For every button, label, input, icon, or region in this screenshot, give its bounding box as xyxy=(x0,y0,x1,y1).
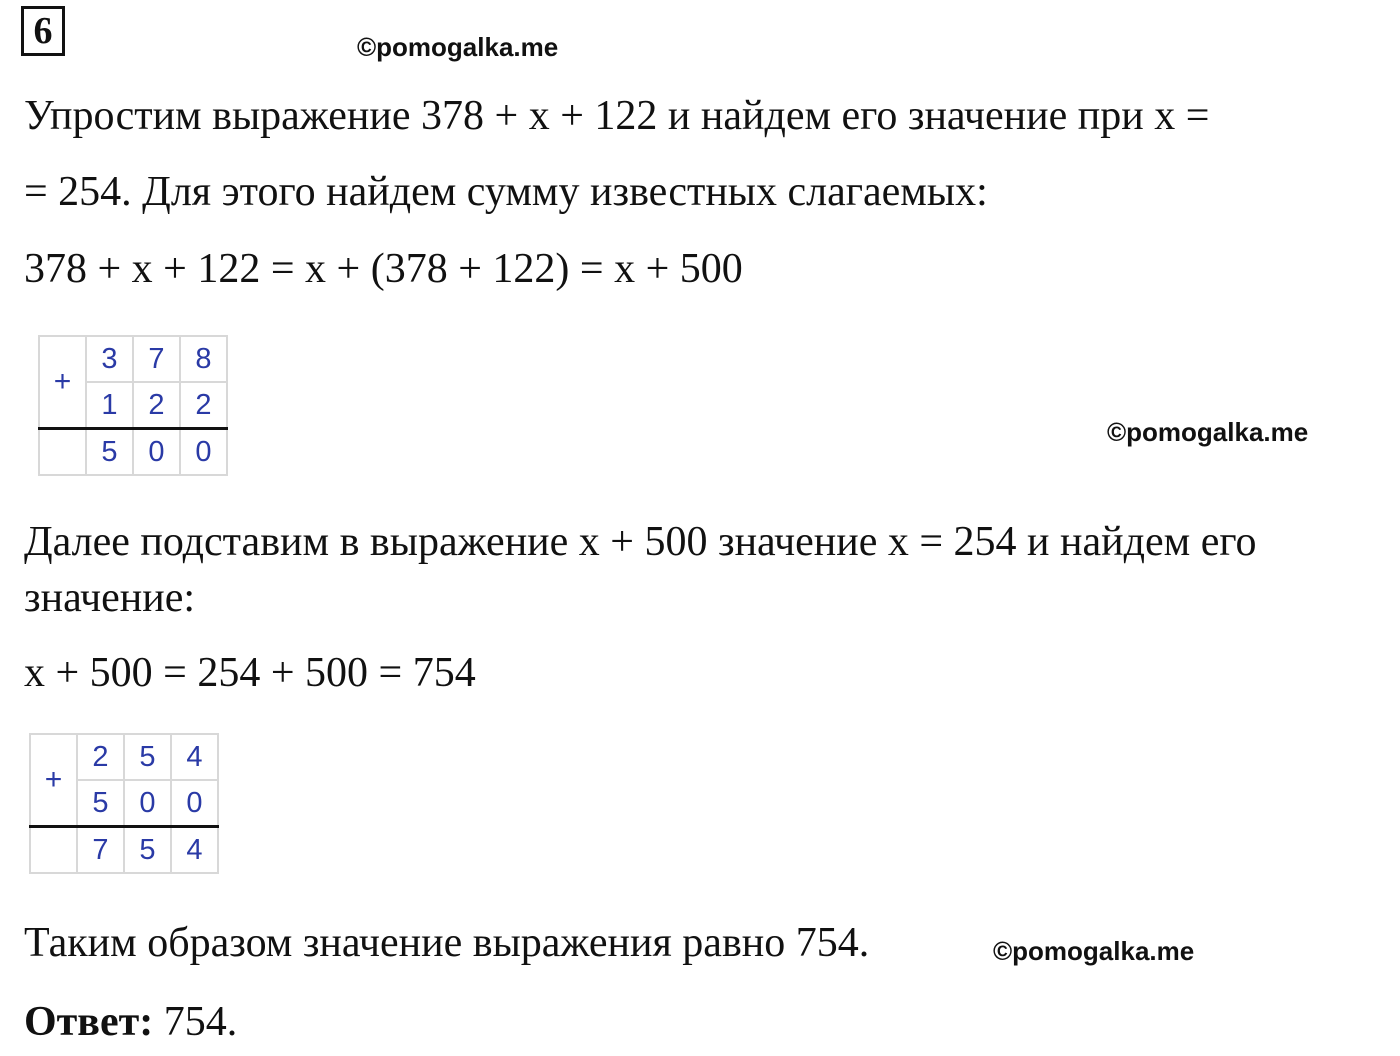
text-line-2: = 254. Для этого найдем сумму известных слагаемых: xyxy=(24,169,988,215)
digit-cell: 3 xyxy=(86,336,133,382)
equation-line-1: 378 + x + 122 = x + (378 + 122) = x + 500 xyxy=(24,246,743,292)
column-addition-1 xyxy=(38,335,228,476)
empty-cell xyxy=(30,827,77,874)
text-line-4: значение: xyxy=(24,575,196,621)
answer-line xyxy=(24,998,237,1046)
text-line-3: Далее подставим в выражение x + 500 значение x = 254 и найдем его xyxy=(24,519,1257,565)
watermark-middle: ©pomogalka.me xyxy=(1107,417,1309,447)
digit-cell: 2 xyxy=(180,382,227,429)
answer-label: Ответ: xyxy=(24,999,154,1045)
column-addition-2 xyxy=(29,733,219,874)
digit-cell: 8 xyxy=(180,336,227,382)
digit-cell: 5 xyxy=(124,734,171,780)
digit-cell: 0 xyxy=(124,780,171,827)
digit-cell: 7 xyxy=(133,336,180,382)
digit-cell: 5 xyxy=(77,780,124,827)
digit-cell: 2 xyxy=(133,382,180,429)
sum-digit-cell: 4 xyxy=(171,827,218,874)
text-line-1: Упростим выражение 378 + x + 122 и найдем его значение при x = xyxy=(24,93,1210,139)
digit-cell: 0 xyxy=(171,780,218,827)
conclusion-line: Таким образом значение выражения равно 754. xyxy=(24,920,870,966)
digit-cell: 1 xyxy=(86,382,133,429)
plus-sign: + xyxy=(30,734,77,827)
digit-cell: 2 xyxy=(77,734,124,780)
watermark-bottom: ©pomogalka.me xyxy=(993,936,1195,966)
plus-sign: + xyxy=(39,336,86,429)
answer-value: 754. xyxy=(153,999,238,1045)
sum-digit-cell: 5 xyxy=(124,827,171,874)
digit-cell: 4 xyxy=(171,734,218,780)
equation-line-2: x + 500 = 254 + 500 = 754 xyxy=(24,650,476,696)
sum-digit-cell: 7 xyxy=(77,827,124,874)
task-number: 6 xyxy=(21,6,65,56)
empty-cell xyxy=(39,429,86,476)
watermark-top: ©pomogalka.me xyxy=(357,32,559,62)
sum-digit-cell: 0 xyxy=(133,429,180,476)
sum-digit-cell: 5 xyxy=(86,429,133,476)
sum-digit-cell: 0 xyxy=(180,429,227,476)
